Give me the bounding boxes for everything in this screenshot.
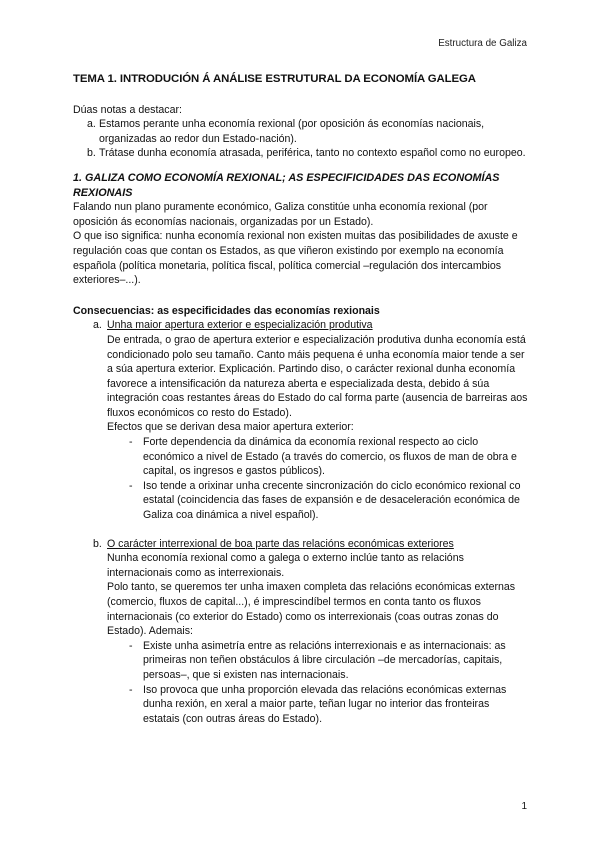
- bullet-text: Iso tende a orixinar unha crecente sincronización do ciclo económico rexional co estatal (coincidencia das fases de expansión e de desaceleración económica de Galiza coa dinámica a nivel español).: [143, 479, 521, 522]
- document-title: TEMA 1. INTRODUCIÓN Á ANÁLISE ESTRUTURAL DA ECONOMÍA GALEGA: [73, 73, 476, 85]
- bullet-marker: -: [129, 436, 133, 449]
- list-marker: b.: [87, 147, 96, 160]
- bullet-marker: -: [129, 479, 133, 492]
- intro-item: [73, 146, 528, 161]
- bullet-item: [73, 479, 528, 523]
- bullet-text: Existe unha asimetría entre as relacións interrexionais e as internacionais: as primeiras non teñen obstáculos á libre circulación –de mercadorías, capitais, persoas–, que si existen nas internacionais.: [143, 639, 506, 681]
- list-marker: b.: [93, 537, 102, 550]
- page-content: [73, 72, 528, 726]
- bullet-item: [73, 435, 528, 479]
- bullet-item: [73, 683, 528, 727]
- bullet-item: [73, 639, 528, 683]
- running-header: Estructura de Galiza: [438, 38, 527, 49]
- effects-lead: Efectos que se derivan desa maior apertura exterior:: [107, 421, 354, 434]
- bullet-text: Forte dependencia da dinámica da economía rexional respecto ao ciclo económico a nivel de Estado (a través do comercio, os fluxos de man de obra e capital, os ingresos e gastos públicos).: [143, 436, 517, 478]
- page-number: 1: [521, 801, 527, 812]
- consequence-a: [73, 318, 528, 435]
- intro-item-text: Estamos perante unha economía rexional (por oposición ás economías nacionais, organizadas ao redor dun Estado-nación).: [99, 118, 485, 145]
- spacer: [73, 523, 528, 537]
- intro-item-text: Trátase dunha economía atrasada, periférica, tanto no contexto español como no europeo.: [99, 147, 526, 160]
- consequence-body: Polo tanto, se queremos ter unha imaxen completa das relacións económicas externas (comercio, fluxos de capital...), é imprescindíbel termos en conta tanto os fluxos internacionais (co exterior do Estado) como os interrexionais (coas outras zonas do Estado). Ademais:: [107, 581, 516, 638]
- consequence-body: Nunha economía rexional como a galega o externo inclúe tanto as relacións internacionais como as interrexionais.: [107, 552, 464, 579]
- intro-lead: Dúas notas a destacar:: [73, 103, 182, 116]
- bullet-text: Iso provoca que unha proporción elevada das relacións económicas externas dunha rexión, en xeral a maior parte, teñan lugar no interior das fronteiras estatais (con outras áreas do Estado).: [143, 683, 507, 725]
- section-paragraph: Falando nun plano puramente económico, Galiza constitúe unha economía rexional (por oposición ás economías nacionais, organizadas por un Estado).: [73, 201, 488, 228]
- list-marker: a.: [93, 319, 102, 332]
- consequence-title: Unha maior apertura exterior e especialización produtiva: [107, 319, 373, 332]
- section-paragraph: O que iso significa: nunha economía rexional non existen muitas das posibilidades de axuste e regulación coas que contan os Estados, as que viñeron existindo por exemplo na economía española (política monetaria, política fiscal, política comercial –regulación dos intercambios exteriores–...).: [73, 230, 518, 287]
- consequence-b: [73, 537, 528, 639]
- consequence-body: De entrada, o grao de apertura exterior e especialización produtiva dunha economía está condicionado polo seu tamaño. Canto máis pequena é unha economía maior tende a ser a súa apertura exterior. Explicación. Partindo diso, o carácter rexional dunha economía favorece a intensificación da natureza aberta e especializada desta, debido á súa integración coas restantes áreas do Estado do cal forma parte (ausencia de barreiras aos fluxos económicos co resto do Estado).: [107, 333, 528, 419]
- consequence-title: O carácter interrexional de boa parte das relacións económicas exteriores: [107, 537, 454, 550]
- bullet-marker: -: [129, 683, 133, 696]
- bullet-marker: -: [129, 639, 133, 652]
- intro-item: [73, 117, 528, 146]
- list-marker: a.: [87, 118, 96, 131]
- section-heading: 1. GALIZA COMO ECONOMÍA REXIONAL; AS ESPECIFICIDADES DAS ECONOMÍAS REXIONAIS: [73, 171, 500, 199]
- consequences-heading: Consecuencias: as especificidades das economías rexionais: [73, 304, 380, 317]
